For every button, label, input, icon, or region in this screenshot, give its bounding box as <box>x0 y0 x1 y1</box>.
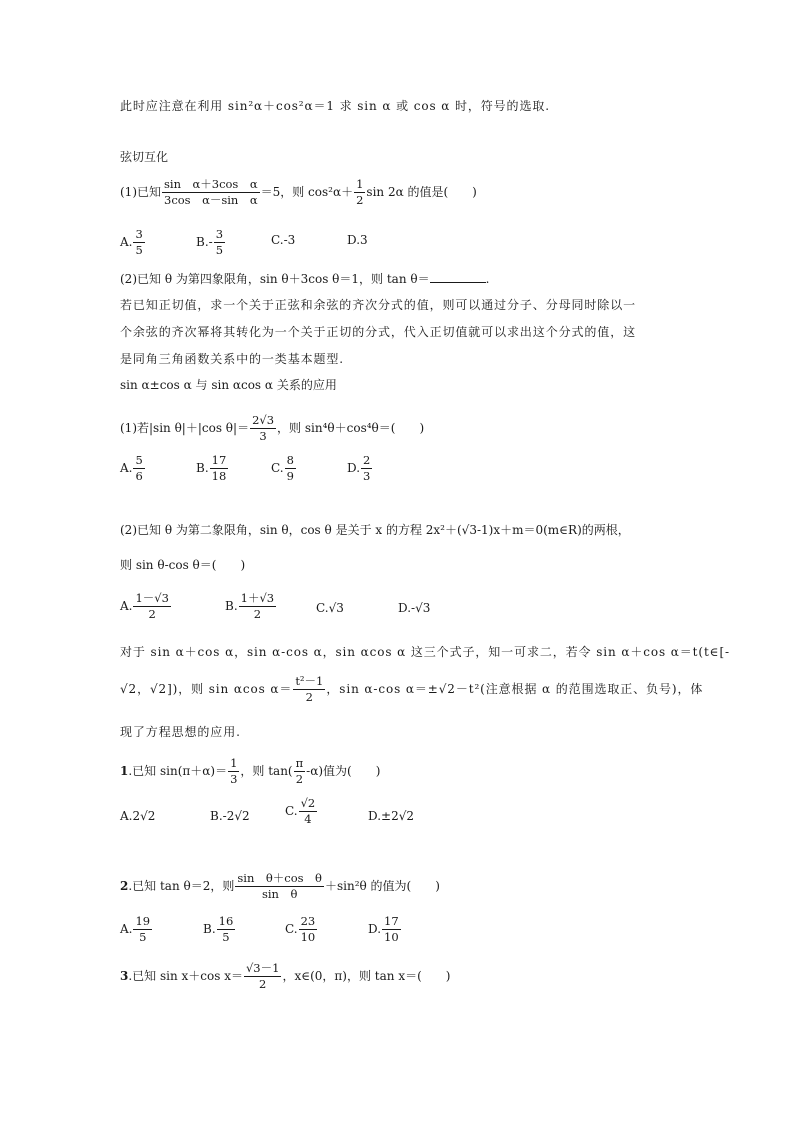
s2-q1-option-d: D. $\frac{2}{3}$ <box>347 453 371 483</box>
s2-q1-option-c: C. $\frac{8}{9}$ <box>271 453 294 483</box>
s2-note-line-1: 对于 sin α＋cos α，sin α-cos α，sin αcos α 这三个式子，知一可求二，若令 sin α＋cos α＝t(t∈[- <box>120 645 731 659</box>
exercise-1: 1.已知 sin(π＋α)＝ $\frac{1}{3}$ ，则 tan( $\frac{\pi}{2}$ -α)值为( ) <box>120 756 381 786</box>
s2-q2-option-b: B. $\frac{1+√3}{2}$ <box>225 591 275 621</box>
s2-q1-option-b: B. $\frac{17}{18}$ <box>196 453 227 483</box>
exercise-2: 2.已知 tan θ＝2，则 $\frac{\text{sin θ＋cos θ}}{\text{sin θ}}$ ＋sin²θ 的值为( ) <box>120 871 440 901</box>
section-title-tangent-conversion: 弦切互化 <box>120 150 169 164</box>
ex1-option-a: A.2√2 <box>120 809 156 823</box>
s2-question-2-line-2: 则 sin θ-cos θ＝( ) <box>120 558 246 572</box>
ex1-option-c: C. $\frac{√2}{4}$ <box>285 796 316 826</box>
ex1-option-b: B.-2√2 <box>210 809 250 823</box>
s1-q1-option-b: B.- $\frac{3}{5}$ <box>196 227 224 257</box>
answer-blank <box>430 271 486 283</box>
s1-q1-fraction: $\frac{\text{sin α＋3cos α}}{\text{3cos α－sin α}}$ <box>164 177 258 207</box>
s2-question-1: (1)若|sin θ|＋|cos θ|＝ $\frac{2√3}{3}$ ，则 sin⁴θ＋cos⁴θ＝( ) <box>120 413 425 443</box>
s1-question-2: (2)已知 θ 为第四象限角，sin θ＋3cos θ＝1，则 tan θ＝ . <box>120 272 490 286</box>
s2-q2-option-d: D.-√3 <box>398 601 431 615</box>
ex2-option-d: D. $\frac{17}{10}$ <box>368 914 399 944</box>
s2-q1-option-a: A. $\frac{5}{6}$ <box>120 453 143 483</box>
s2-q2-option-a: A. $\frac{1-√3}{2}$ <box>120 591 169 621</box>
s2-question-2-line-1: (2)已知 θ 为第二象限角，sin θ，cos θ 是关于 x 的方程 2x²＋(√3-1)x＋m＝0(m∈R)的两根， <box>120 523 630 537</box>
ex2-option-c: C. $\frac{23}{10}$ <box>285 914 316 944</box>
s2-q2-option-c: C.√3 <box>316 601 344 615</box>
s1-note-line-3: 是同角三角函数关系中的一类基本题型. <box>120 352 345 366</box>
ex2-option-a: A. $\frac{19}{5}$ <box>120 914 151 944</box>
s2-note-line-3: 现了方程思想的应用. <box>120 725 241 739</box>
s1-note-line-1: 若已知正切值，求一个关于正弦和余弦的齐次分式的值，则可以通过分子、分母同时除以一 <box>120 298 637 312</box>
ex1-option-d: D.±2√2 <box>368 809 414 823</box>
s1-q1-option-a: A. $\frac{3}{5}$ <box>120 227 143 257</box>
s1-question-1: (1)已知 $\frac{\text{sin α＋3cos α}}{\text{3cos α－sin α}}$ ＝5，则 cos²α＋ $\frac{1}{2}$ sin 2α 的值是( ) <box>120 177 477 207</box>
intro-line: 此时应注意在利用 sin²α＋cos²α＝1 求 sin α 或 cos α 时，符号的选取. <box>120 99 550 113</box>
ex2-option-b: B. $\frac{16}{5}$ <box>203 914 234 944</box>
section-title-sin-cos-relation: sin α±cos α 与 sin αcos α 关系的应用 <box>120 378 337 392</box>
s2-note-line-2: √2，√2])，则 sin αcos α＝ $\frac{\text{t²－1}}{2}$ ，sin α-cos α＝±√2－t²(注意根据 α 的范围选取正、负号)，体 <box>120 674 704 704</box>
s1-note-line-2: 个余弦的齐次幂将其转化为一个关于正切的分式，代入正切值就可以求出这个分式的值，这 <box>120 325 637 339</box>
s1-q1-option-c: C.-3 <box>271 233 296 247</box>
s1-q1-half: $\frac{1}{2}$ <box>356 177 364 207</box>
s1-q1-option-d: D.3 <box>347 233 368 247</box>
exercise-3: 3.已知 sin x＋cos x＝ $\frac{√3-1}{2}$ ，x∈(0，π)，则 tan x＝( ) <box>120 961 451 991</box>
